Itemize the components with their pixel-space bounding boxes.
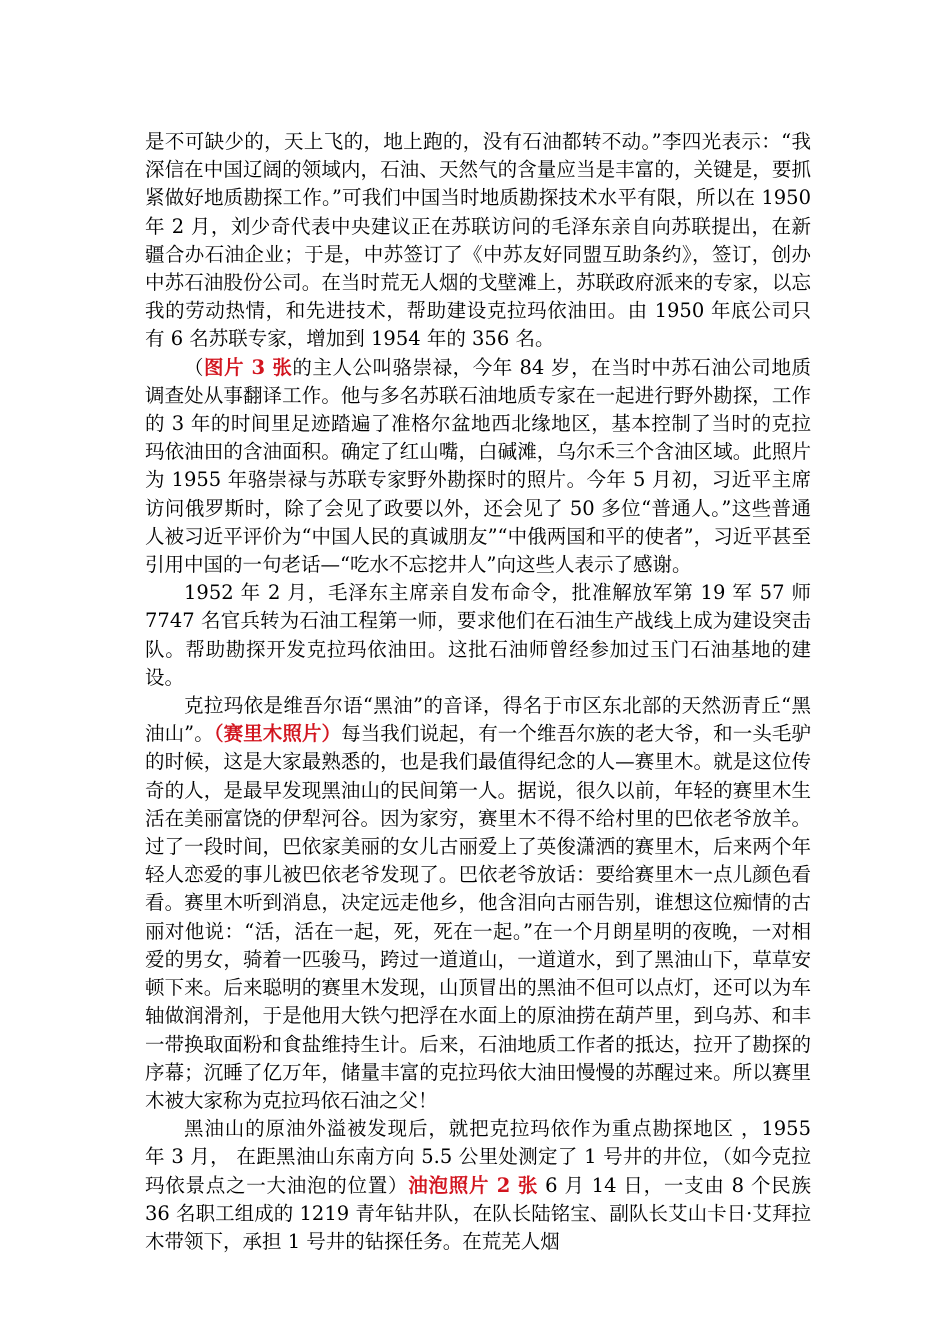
paragraph-text: （ bbox=[184, 355, 205, 379]
paragraph-text: 是不可缺少的，天上飞的，地上跑的，没有石油都转不动。”李四光表示：“我深信在中国辽阔的领域内，石油、天然气的含量应当是丰富的，关键是，要抓紧做好地质勘探工作。”可我们中国当时地质勘探技术水平有限，所以在 1950 年 2 月，刘少奇代表中央建议正在苏联访问的毛泽东亲自向苏联提出，在新疆合办石油企业；于是，中苏签订了《中苏友好同盟互助条约》，签订，创办中苏石油股份公司。在当时荒无人烟的戈壁滩上，苏联政府派来的专家，以忘我的劳动热情，和先进技术，帮助建设克拉玛依油田。由 1950 年底公司只有 6 名苏联专家，增加到 1954 年的 356 名。 bbox=[145, 130, 811, 351]
document-page bbox=[145, 128, 811, 1256]
paragraph-text: 6 月 14 日，一支由 8 个民族 36 名职工组成的 1219 青年钻井队，在队长陆铭宝、副队长艾山卡日·艾拜拉木带领下，承担 1 号井的钻探任务。在荒芜人烟 bbox=[145, 1173, 811, 1253]
paragraph bbox=[145, 128, 811, 354]
paragraph bbox=[145, 692, 811, 1115]
paragraph-text: 黑油山的原油外溢被发现后，就把克拉玛依作为重点勘探地区 ，1955 年 3 月， 在距黑油山东南方向 5.5 公里处测定了 1 号井的井位，（如今克拉玛依景点之一大油泡的位置） bbox=[145, 1117, 811, 1197]
paragraph bbox=[145, 354, 811, 580]
highlighted-photo-note: （赛里木照片） bbox=[213, 722, 342, 746]
paragraph bbox=[145, 579, 811, 692]
paragraph-text: 每当我们说起，有一个维吾尔族的老大爷，和一头毛驴的时候，这是大家最熟悉的，也是我们最值得纪念的人—赛里木。就是这位传奇的人，是最早发现黑油山的民间第一人。据说，很久以前，年轻的赛里木生活在美丽富饶的伊犁河谷。因为家穷，赛里木不得不给村里的巴依老爷放羊。过了一段时间，巴依家美丽的女儿古丽爱上了英俊潇洒的赛里木，后来两个年轻人恋爱的事儿被巴依老爷发现了。巴依老爷放话：要给赛里木一点儿颜色看看。赛里木听到消息，决定远走他乡，他含泪向古丽告别，谁想这位痴情的古丽对他说：“活，活在一起，死，死在一起。”在一个月朗星明的夜晚，一对相爱的男女，骑着一匹骏马，跨过一道道山，一道道水，到了黑油山下，草草安顿下来。后来聪明的赛里木发现，山顶冒出的黑油不但可以点灯，还可以为车轴做润滑剂，于是他用大铁勺把浮在水面上的原油捞在葫芦里，到乌苏、和丰一带换取面粉和食盐维持生计。后来，石油地质工作者的抵达，拉开了勘探的序幕；沉睡了亿万年，储量丰富的克拉玛依大油田慢慢的苏醒过来。所以赛里木被大家称为克拉玛依石油之父！ bbox=[145, 722, 811, 1112]
highlighted-photo-note: 油泡照片 2 张 bbox=[408, 1173, 539, 1197]
paragraph bbox=[145, 1115, 811, 1256]
paragraph-text: 克拉玛依是维吾尔语“黑油”的音译，得名于市区东北部的天然沥青丘“黑油山”。 bbox=[145, 694, 811, 746]
paragraph-text: 1952 年 2 月，毛泽东主席亲自发布命令，批准解放军第 19 军 57 师 7747 名官兵转为石油工程第一师，要求他们在石油生产战线上成为建设突击队。帮助勘探开发克拉玛依油田。这批石油师曾经参加过玉门石油基地的建设。 bbox=[145, 581, 811, 689]
paragraph-text: 的主人公叫骆崇禄，今年 84 岁，在当时中苏石油公司地质调查处从事翻译工作。他与多名苏联石油地质专家在一起进行野外勘探，工作的 3 年的时间里足迹踏遍了准格尔盆地西北缘地区，基本控制了当时的克拉玛依油田的含油面积。确定了红山嘴，白碱滩，乌尔禾三个含油区域。此照片为 1955 年骆崇禄与苏联专家野外勘探时的照片。今年 5 月初，习近平主席访问俄罗斯时，除了会见了政要以外，还会见了 50 多位“普通人。”这些普通人被习近平评价为“中国人民的真诚朋友”“中俄两国和平的使者”，习近平甚至引用中国的一句老话—“吃水不忘挖井人”向这些人表示了感谢。 bbox=[145, 355, 811, 577]
highlighted-photo-note: 图片 3 张 bbox=[204, 355, 293, 379]
